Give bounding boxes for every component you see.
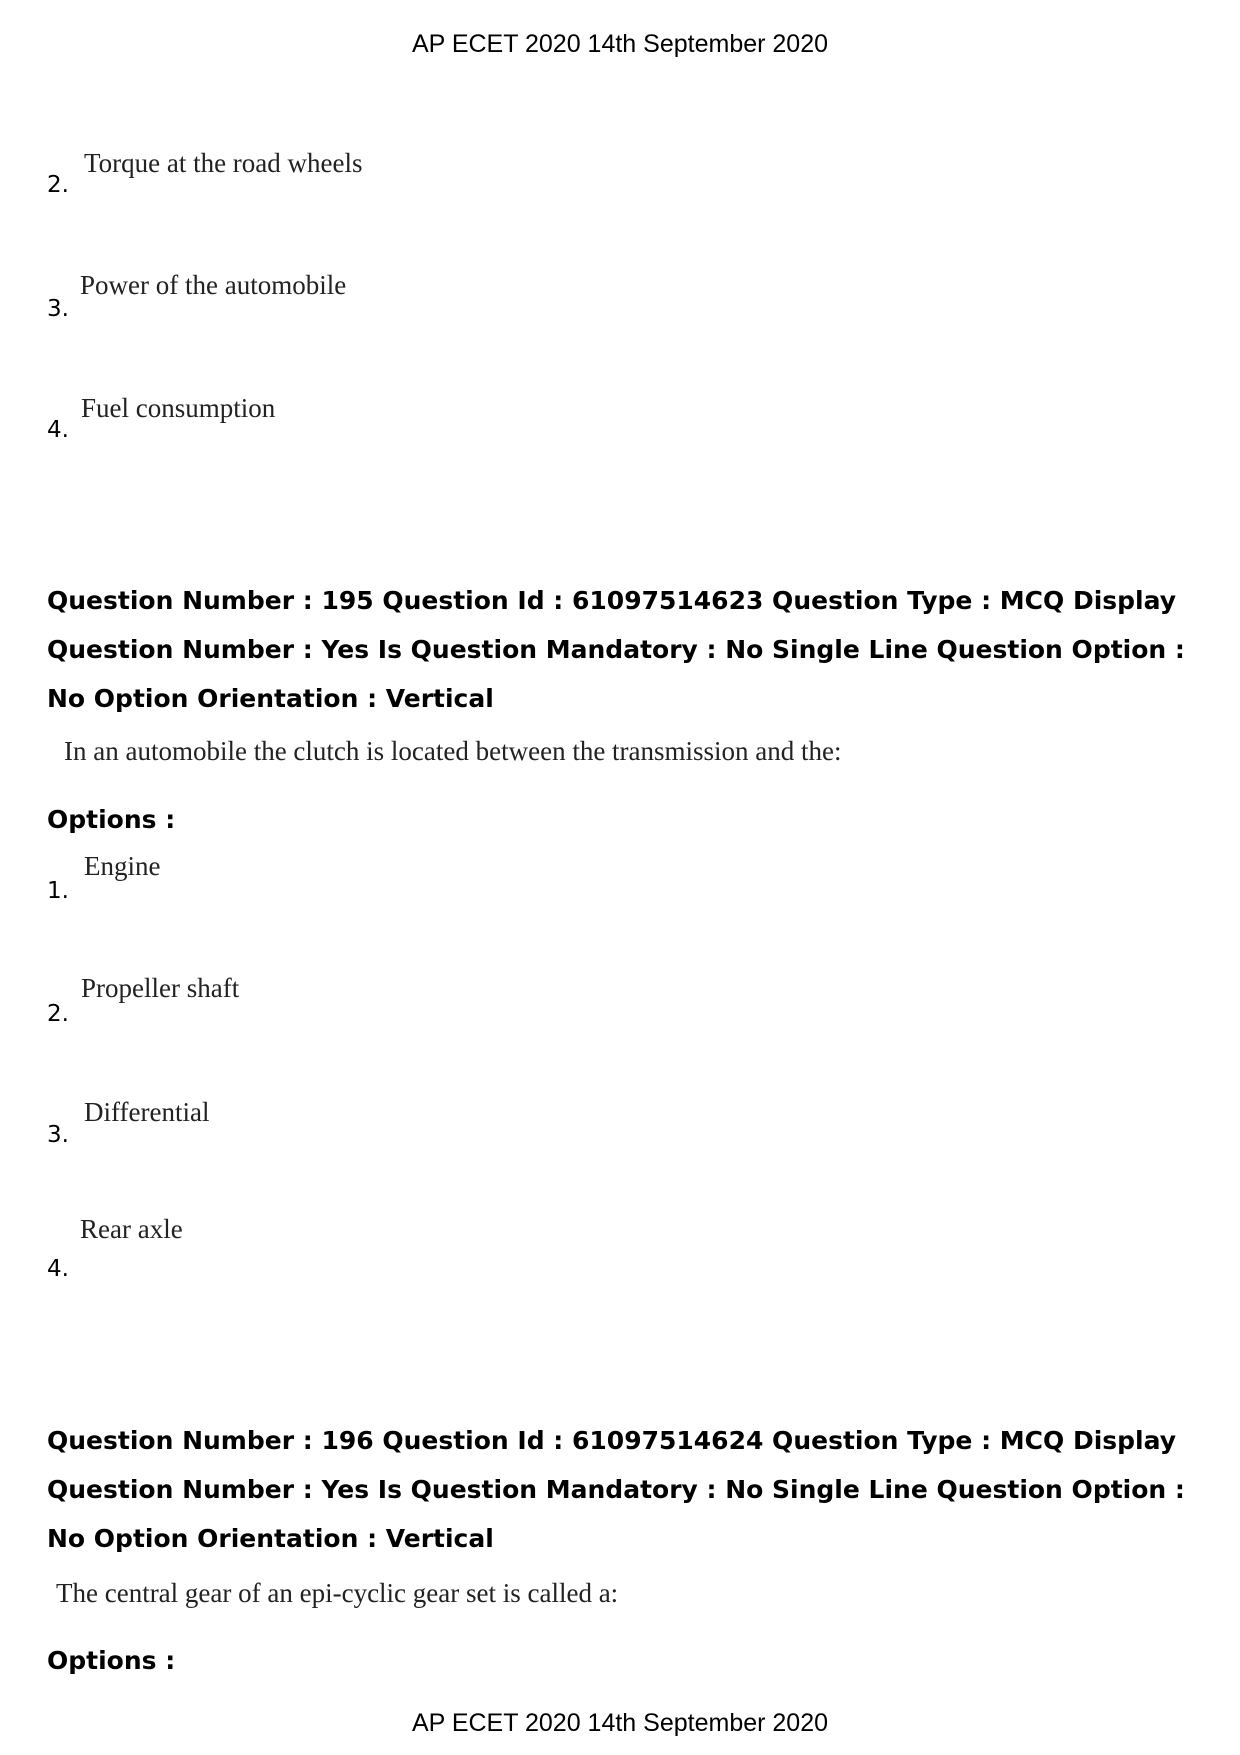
question-meta: Question Number : 196 Question Id : 61097514624 Question Type : MCQ Display Question Number : Yes Is Question Mandatory : No Single Line Question Option : No Option Orientation : Vertical (47, 1426, 1185, 1553)
option-number: 1. (47, 878, 69, 904)
option-number: 2. (47, 172, 69, 198)
option-number: 4. (47, 1256, 69, 1282)
option-text: Fuel consumption (81, 393, 276, 423)
question-text: In an automobile the clutch is located between the transmission and the: (64, 736, 842, 766)
options-label: Options : (47, 1646, 176, 1675)
question-meta: Question Number : 195 Question Id : 61097514623 Question Type : MCQ Display Question Number : Yes Is Question Mandatory : No Single Line Question Option : No Option Orientation : Vertical (47, 586, 1185, 713)
option-number: 3. (47, 1122, 69, 1148)
option-number: 2. (47, 1001, 69, 1027)
option-text: Power of the automobile (80, 270, 347, 300)
page-footer: AP ECET 2020 14th September 2020 (411, 1709, 829, 1737)
page-header: AP ECET 2020 14th September 2020 (411, 30, 829, 58)
option-text: Differential (84, 1097, 210, 1127)
option-number: 4. (47, 417, 69, 443)
option-text: Engine (84, 851, 161, 881)
option-text: Torque at the road wheels (84, 148, 363, 178)
option-text: Rear axle (80, 1214, 183, 1244)
option-text: Propeller shaft (81, 973, 240, 1003)
question-text: The central gear of an epi-cyclic gear set is called a: (56, 1578, 619, 1608)
option-number: 3. (47, 296, 69, 322)
options-label: Options : (47, 805, 176, 834)
